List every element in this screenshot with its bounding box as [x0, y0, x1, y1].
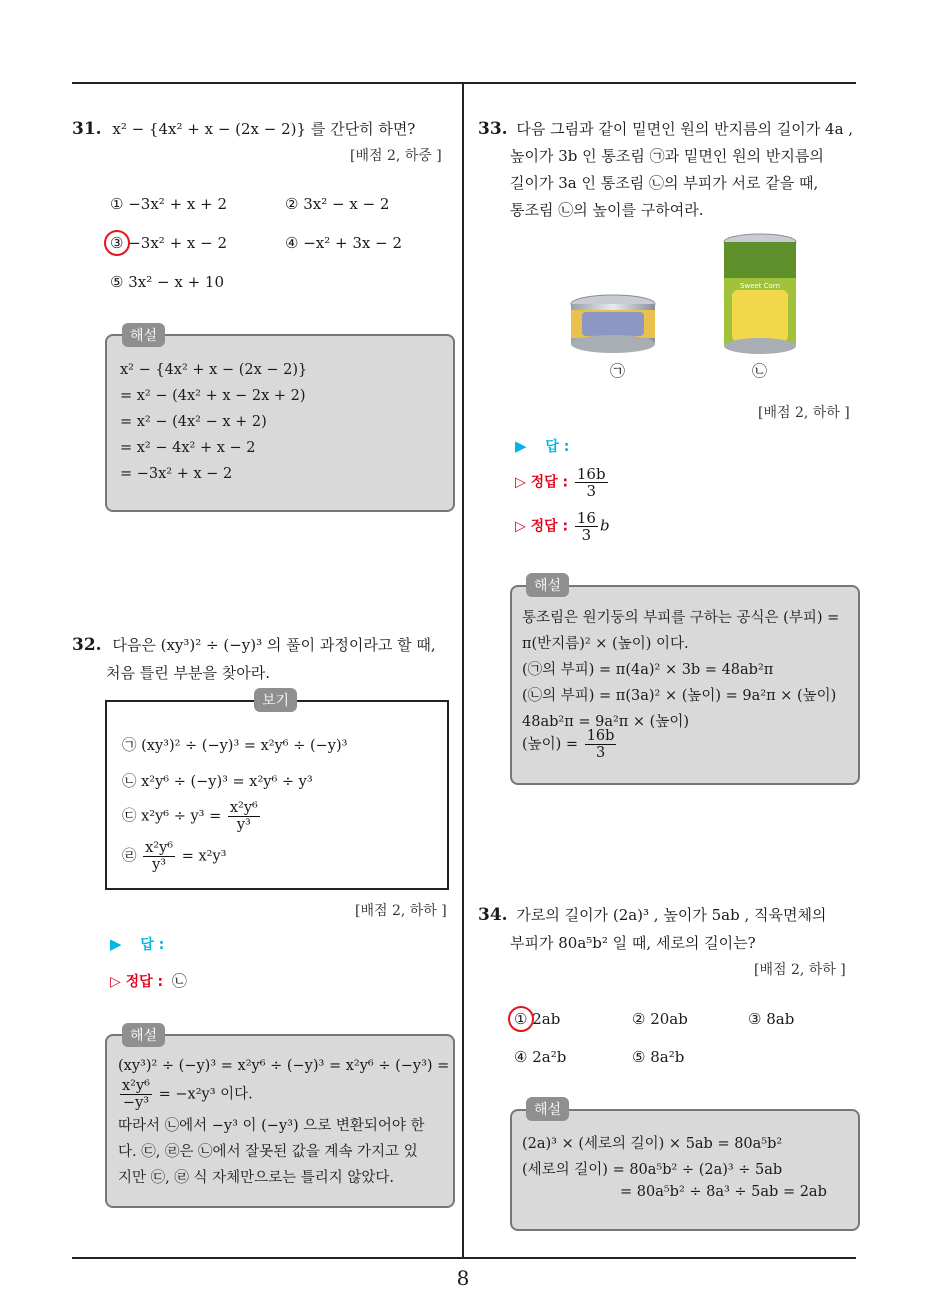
column-divider: [462, 84, 464, 1258]
q34-stem-line1: 가로의 길이가 (2a)³ , 높이가 5ab , 직육면체의: [516, 906, 827, 924]
q31-explain-line: = x² − 4x² + x − 2: [120, 440, 256, 456]
q32-score: [배점 2, 하하 ]: [355, 903, 447, 919]
can-1-image: [568, 292, 658, 356]
q33-answer-label: 답 :: [545, 439, 570, 455]
q32-explain-tag: 해설: [122, 1023, 165, 1047]
q34-explain-line: (세로의 길이) = 80a⁵b² ÷ (2a)³ ÷ 5ab: [522, 1162, 783, 1178]
can-2-image: [722, 232, 798, 356]
q33-header: [478, 116, 853, 143]
q32-bogi-frac2-num: x²y⁶: [145, 840, 174, 856]
q33-correct-arrow-2: ▷: [515, 518, 526, 535]
q33-stem-line1: 다음 그림과 같이 밑면인 원의 반지름의 길이가 4a ,: [516, 120, 854, 138]
q34-stem-line2: 부피가 80a⁵b² 일 때, 세로의 길이는?: [510, 934, 756, 952]
page-number: 8: [456, 1266, 470, 1290]
q31-explain-tag: 해설: [122, 323, 165, 347]
q32-answer-label: 답 :: [140, 937, 165, 953]
q34-explain-tag: 해설: [526, 1097, 569, 1121]
q34-score: [배점 2, 하하 ]: [754, 962, 846, 978]
q33-correct-label: 정답 :: [530, 474, 569, 491]
q32-explain-line-2: = −x²y³ 이다.: [158, 1086, 253, 1103]
q32-bogi-frac2-den: y³: [152, 857, 167, 873]
q33-stem-line3: 길이가 3a 인 통조림 ㉡의 부피가 서로 같을 때,: [510, 174, 819, 192]
q31-stem: x² − {4x² + x − (2x − 2)} 를 간단히 하면?: [112, 120, 416, 138]
q33-stem-line4: 통조림 ㉡의 높이를 구하여라.: [510, 201, 704, 219]
q33-explain-fraction: [585, 728, 617, 761]
q31-option-3[interactable]: ③ −3x² + x − 2: [110, 234, 228, 252]
q32-explain-line: 따라서 ㉡에서 −y³ 이 (−y³) 으로 변환되어야 한: [118, 1118, 425, 1134]
q33-explain-line: (㉠의 부피) = π(4a)² × 3b = 48ab²π: [522, 662, 774, 678]
can-1-drawing: [568, 292, 658, 356]
q32-stem-line1: 다음은 (xy³)² ÷ (−y)³ 의 풀이 과정이라고 할 때,: [112, 636, 436, 654]
q31-header: [72, 116, 415, 143]
q34-answer-circle: [508, 1006, 534, 1032]
q33-correct-label-2: 정답 :: [530, 518, 569, 535]
q34-explain-line: = 80a⁵b² ÷ 8a³ ÷ 5ab = 2ab: [620, 1184, 827, 1200]
q32-explain-line: 지만 ㉢, ㉣ 식 자체만으로는 틀리지 않았다.: [118, 1170, 394, 1186]
q33-explain-line: π(반지름)² × (높이) 이다.: [522, 636, 689, 652]
q32-bogi-frac-den: y³: [236, 817, 251, 833]
q31-explain-line: = x² − (4x² − x + 2): [120, 414, 267, 430]
q32-bogi-step-4: [122, 840, 226, 873]
q32-correct-arrow: ▷: [110, 974, 121, 990]
q33-correct2-den: 3: [581, 526, 592, 544]
can-2-label: ㉡: [752, 362, 768, 380]
q33-explain-line-6: (높이) =: [522, 736, 579, 753]
q32-number: 32.: [72, 635, 102, 655]
q31-number: 31.: [72, 119, 102, 139]
q32-answer-row: [110, 934, 164, 954]
q31-option-1[interactable]: ① −3x² + x + 2: [110, 195, 228, 213]
q33-stem-line2: 높이가 3b 인 통조림 ㉠과 밑면인 원의 반지름의: [510, 147, 824, 165]
q33-explain-line: [522, 728, 618, 761]
q31-option-5[interactable]: ⑤ 3x² − x + 10: [110, 273, 224, 291]
q32-explain-line: 다. ㉢, ㉣은 ㉡에서 잘못된 값을 계속 가지고 있: [118, 1144, 418, 1160]
q32-bogi-step-1: ㉠ (xy³)² ÷ (−y)³ = x²y⁶ ÷ (−y)³: [122, 738, 348, 754]
q33-correct-row-2: [515, 510, 610, 543]
q32-explain-frac-den: −y³: [122, 1095, 150, 1111]
bottom-rule: [72, 1257, 856, 1259]
q33-explain-line: 48ab²π = 9a²π × (높이): [522, 714, 689, 730]
q31-option-2[interactable]: ② 3x² − x − 2: [285, 195, 390, 213]
q33-explain-line: 통조림은 원기둥의 부피를 구하는 공식은 (부피) =: [522, 610, 840, 626]
q32-bogi-fraction: [228, 800, 260, 833]
q33-explain-tag: 해설: [526, 573, 569, 597]
q33-explain-frac-den: 3: [595, 745, 606, 761]
q32-bogi-step-3: [122, 800, 262, 833]
q34-option-2[interactable]: ② 20ab: [632, 1010, 688, 1028]
q31-score: [배점 2, 하중 ]: [350, 148, 442, 164]
q33-explain-frac-num: 16b: [586, 728, 615, 744]
q31-explain-line: x² − {4x² + x − (2x − 2)}: [120, 362, 308, 378]
q32-bogi-step-4-label: ㉣: [122, 848, 137, 865]
top-rule: [72, 82, 856, 84]
q33-correct2-suffix: b: [599, 516, 610, 535]
q32-bogi-fraction-2: [143, 840, 175, 873]
q32-bogi-step-4-rhs: = x²y³: [181, 848, 227, 865]
q33-correct-fraction-2: [575, 510, 598, 543]
q32-explain-line: (xy³)² ÷ (−y)³ = x²y⁶ ÷ (−y)³ = x²y⁶ ÷ (−y³) =: [118, 1058, 450, 1074]
can-1-label: ㉠: [610, 362, 626, 380]
q34-header: [478, 902, 826, 929]
q32-explain-frac-num: x²y⁶: [122, 1078, 150, 1094]
can-2-drawing: [722, 232, 798, 356]
q32-bogi-tag: 보기: [254, 688, 297, 712]
q32-bogi-step-2: ㉡ x²y⁶ ÷ (−y)³ = x²y⁶ ÷ y³: [122, 774, 313, 790]
q32-explain-fraction: [120, 1078, 152, 1111]
q32-answer-arrow: ▶: [110, 935, 122, 953]
q31-explain-line: = x² − (4x² + x − 2x + 2): [120, 388, 306, 404]
q33-correct-row-1: [515, 466, 610, 499]
q32-correct-label: 정답 :: [125, 974, 164, 990]
q34-number: 34.: [478, 905, 508, 925]
q34-option-1[interactable]: ① 2ab: [514, 1010, 561, 1028]
q32-explain-line: [118, 1078, 253, 1111]
q33-correct-arrow: ▷: [515, 474, 526, 491]
q34-option-3[interactable]: ③ 8ab: [748, 1010, 795, 1028]
q33-correct-fraction-1: [575, 466, 608, 499]
q32-header: [72, 632, 436, 659]
q32-correct-value: ㉡: [171, 972, 187, 990]
q33-correct1-num: 16b: [576, 465, 606, 483]
q31-answer-circle: [104, 230, 130, 256]
q34-explain-line: (2a)³ × (세로의 길이) × 5ab = 80a⁵b²: [522, 1136, 783, 1152]
q33-explain-line: (㉡의 부피) = π(3a)² × (높이) = 9a²π × (높이): [522, 688, 837, 704]
q33-correct1-den: 3: [586, 482, 596, 500]
can-2-label: Sweet Corn: [739, 282, 781, 290]
q33-number: 33.: [478, 119, 508, 139]
q33-score: [배점 2, 하하 ]: [758, 405, 850, 421]
q33-answer-arrow: ▶: [515, 437, 527, 455]
q31-option-4[interactable]: ④ −x² + 3x − 2: [285, 234, 403, 252]
q32-bogi-frac-num: x²y⁶: [229, 800, 258, 816]
q34-option-5[interactable]: ⑤ 8a²b: [632, 1048, 685, 1066]
q32-correct-row: [110, 970, 187, 991]
q34-option-4[interactable]: ④ 2a²b: [514, 1048, 567, 1066]
q33-answer-row: [515, 436, 569, 456]
q31-explain-line: = −3x² + x − 2: [120, 466, 233, 482]
q33-correct2-num: 16: [576, 509, 596, 527]
q32-bogi-step-3-text: ㉢ x²y⁶ ÷ y³ =: [122, 808, 222, 825]
q32-stem-line2: 처음 틀린 부분을 찾아라.: [106, 664, 270, 682]
